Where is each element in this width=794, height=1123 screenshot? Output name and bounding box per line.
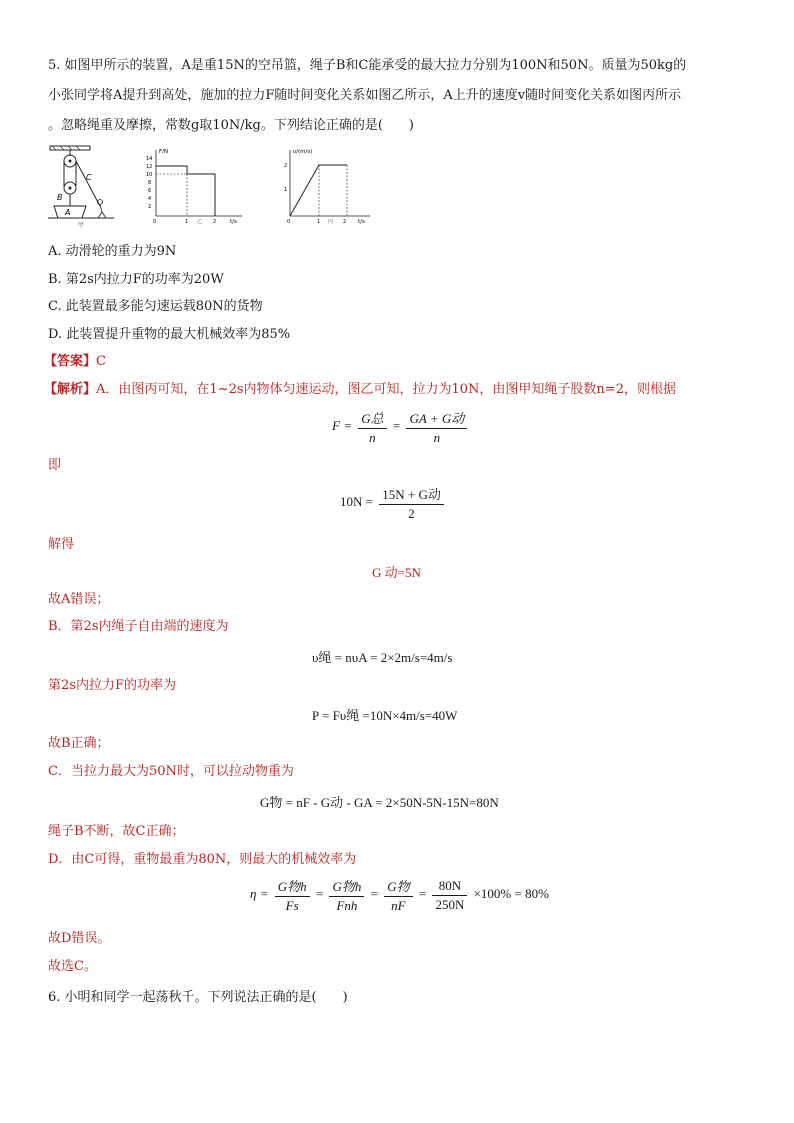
eq1-f2-num: GA + G动	[406, 408, 467, 429]
eq1-fraction-2	[406, 408, 467, 446]
eq2-num: 15N + G动	[379, 484, 444, 505]
eq1-f2-den: n	[433, 430, 441, 445]
eq2-den: 2	[408, 506, 415, 521]
answer-tag: 【答案】	[44, 354, 97, 369]
analysis-conclusion: 故选C。	[48, 959, 97, 974]
analysis-b-right: 故B正确；	[48, 736, 110, 751]
analysis-c-intro: C．当拉力最大为50N时，可以拉动物重为	[48, 764, 294, 779]
yi-ytick-12: 12	[146, 164, 153, 170]
label-c: C	[86, 173, 92, 182]
yi-xtick-2: 2	[213, 219, 217, 225]
yi-ytick-6: 6	[148, 188, 152, 194]
analysis-tag: 【解析】	[44, 382, 97, 397]
analysis-jiede: 解得	[48, 537, 75, 552]
analysis-c-right: 绳子B不断，故C正确；	[48, 824, 185, 839]
eq6-f2-den: Fnh	[336, 898, 358, 913]
bing-velocity-line	[290, 165, 347, 216]
eq6-fraction-3	[384, 876, 412, 914]
figure-bing-velocity-time	[278, 146, 374, 228]
equation-max-load: G物 = nF - G动 - GA = 2×50N-5N-15N=80N	[260, 795, 499, 810]
eq2-fraction	[379, 484, 444, 522]
figure-jia-pulley	[48, 144, 120, 228]
q5-stem-line3: 。忽略绳重及摩擦，常数g取10N/kg。下列结论正确的是( )	[48, 118, 414, 133]
equation-pulling-force	[332, 408, 470, 446]
eq6-tail: ×100% = 80%	[473, 885, 549, 901]
analysis-b-power-intro: 第2s内拉力F的功率为	[48, 678, 176, 693]
eq2-lhs: 10N =	[340, 493, 373, 509]
eq6-fraction-1	[275, 876, 310, 914]
yi-ytick-2: 2	[148, 204, 152, 210]
eq1-f1-den: n	[369, 430, 376, 445]
yi-ylabel: F/N	[159, 149, 169, 155]
analysis-a-intro: A．由图丙可知，在1~2s内物体匀速运动，图乙可知，拉力为10N，由图甲知绳子股数n=2，则根据	[96, 382, 676, 397]
bing-ytick-2: 2	[284, 163, 288, 169]
q5-stem-line1: 5. 如图甲所示的装置，A是重15N的空吊篮，绳子B和C能承受的最大拉力分别为100N和50N。质量为50kg的	[48, 58, 687, 73]
equation-rope-speed: υ绳 = nυA = 2×2m/s=4m/s	[312, 650, 453, 665]
bing-ytick-1: 1	[284, 187, 288, 193]
caption-yi: 乙	[197, 219, 203, 225]
result-pulley-weight: G 动=5N	[372, 565, 421, 580]
yi-ytick-14: 14	[146, 156, 153, 162]
analysis-a-wrong: 故A错误；	[48, 592, 110, 607]
analysis-ji: 即	[48, 458, 62, 473]
q5-option-c: C. 此装置最多能匀速运载80N的货物	[48, 299, 263, 314]
caption-jia: 甲	[78, 222, 85, 228]
eq6-fraction-2	[329, 876, 364, 914]
equation-power: P = Fυ绳 =10N×4m/s=40W	[312, 708, 458, 723]
eq6-equals-3: =	[418, 885, 427, 901]
q5-stem-line2: 小张同学将A提升到高处，施加的拉力F随时间变化关系如图乙所示，A上升的速度v随时间变化关系如图丙所示	[48, 88, 682, 103]
analysis-d-wrong: 故D错误。	[48, 931, 111, 946]
bing-xtick-2: 2	[343, 219, 347, 225]
eq1-f1-num: G总	[358, 408, 386, 429]
yi-ytick-4: 4	[148, 196, 152, 202]
equation-efficiency	[250, 876, 549, 914]
yi-force-line	[156, 166, 215, 216]
yi-xtick-1: 1	[185, 219, 189, 225]
q5-option-d: D. 此装置提升重物的最大机械效率为85%	[48, 327, 291, 342]
bing-xtick-0: 0	[287, 219, 291, 225]
answer-value: C	[96, 354, 106, 369]
eq1-lhs: F =	[332, 417, 352, 433]
eq6-f4-den: 250N	[435, 896, 465, 912]
analysis-d-intro: D．由C可得，重物最重为80N，则最大的机械效率为	[48, 852, 357, 867]
label-a: A	[65, 208, 71, 217]
eq6-f2-num: G物h	[329, 876, 364, 897]
q5-option-a: A. 动滑轮的重力为9N	[48, 244, 177, 259]
analysis-a-intro-line	[44, 380, 676, 400]
eq6-lhs: η =	[250, 885, 269, 901]
eq6-f3-den: nF	[391, 898, 406, 913]
bing-xtick-1: 1	[317, 219, 321, 225]
figure-yi-force-time	[144, 146, 248, 228]
bing-ylabel: υ/(m/s)	[293, 149, 313, 155]
eq6-f1-den: Fs	[285, 898, 299, 913]
label-b: B	[57, 193, 63, 202]
q6-stem-line1: 6. 小明和同学一起荡秋千。下列说法正确的是( )	[48, 990, 348, 1005]
answer-line	[44, 352, 106, 372]
eq6-equals-1: =	[315, 885, 324, 901]
caption-bing: 丙	[328, 219, 334, 225]
eq6-fraction-4	[432, 878, 467, 913]
yi-xlabel: t/s	[230, 219, 237, 225]
equation-force-value	[340, 484, 447, 522]
yi-ytick-10: 10	[146, 172, 153, 178]
eq1-equals-sign: =	[392, 417, 401, 433]
eq6-f1-num: G物h	[275, 876, 310, 897]
yi-xtick-0: 0	[153, 219, 157, 225]
eq6-equals-2: =	[370, 885, 378, 901]
yi-ytick-8: 8	[148, 180, 152, 186]
q5-option-b: B. 第2s内拉力F的功率为20W	[48, 272, 224, 287]
analysis-b-intro: B．第2s内绳子自由端的速度为	[48, 619, 229, 634]
bing-xlabel: t/s	[358, 219, 365, 225]
eq6-f3-num: G物	[384, 876, 412, 897]
eq6-f4-num: 80N	[432, 878, 467, 896]
eq1-fraction-1	[358, 408, 386, 446]
